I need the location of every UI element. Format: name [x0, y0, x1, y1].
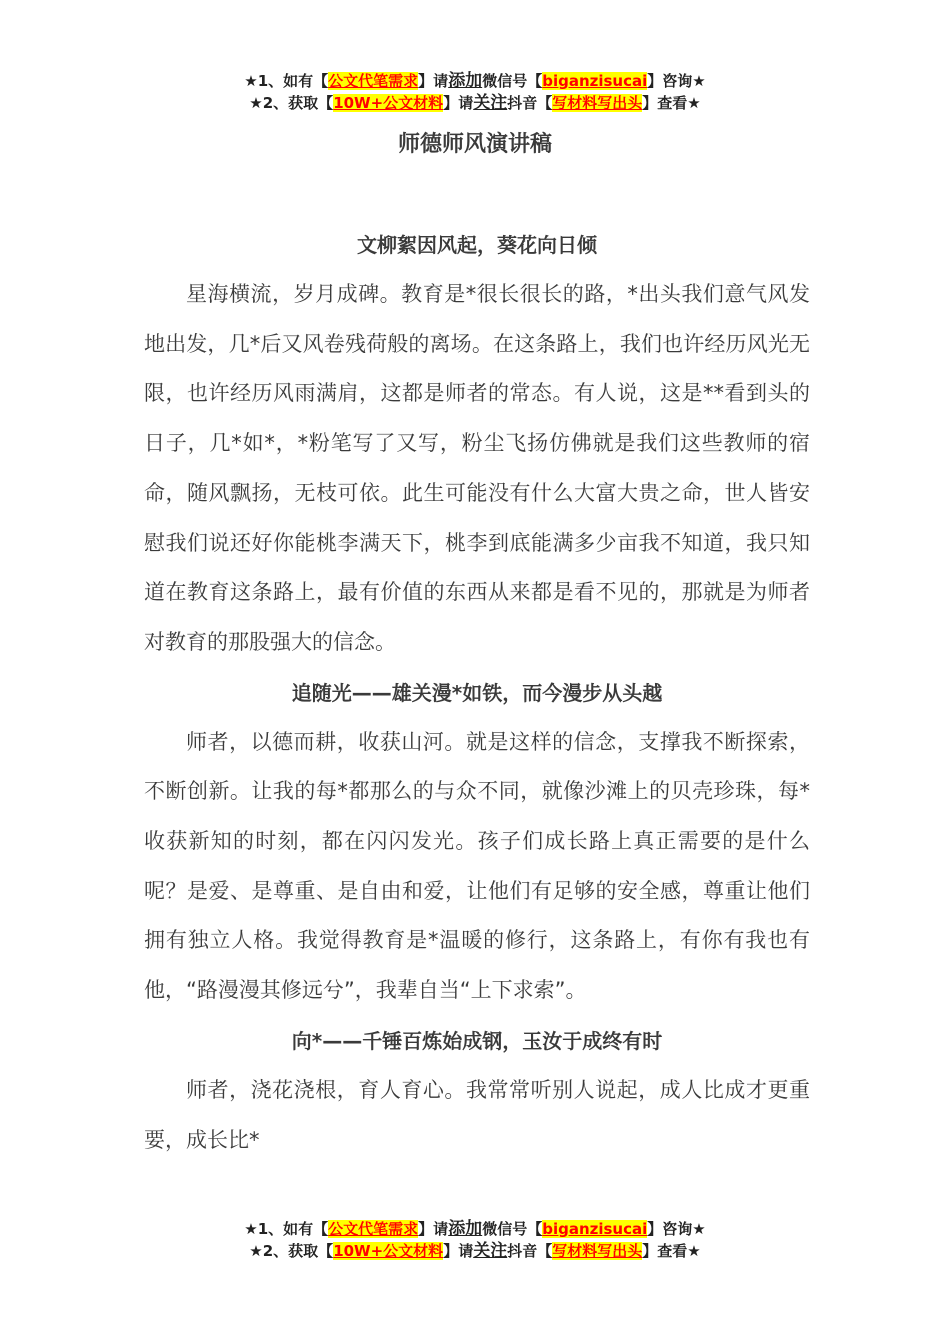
promo-wechat-id: biganzisucai [542, 1220, 648, 1238]
promo-line-2 [0, 1240, 950, 1262]
promo-text: 微信号【 [482, 72, 543, 90]
promo-footer [0, 1218, 950, 1262]
promo-text: 】咨询★ [647, 1220, 706, 1238]
promo-text: 抖音【 [507, 94, 553, 112]
section-heading: 向*——千锤百炼始成钢，玉汝于成终有时 [291, 1028, 663, 1053]
promo-wechat-id: biganzisucai [542, 72, 648, 90]
promo-emphasis: 关注 [473, 1241, 508, 1261]
section-heading: 追随光——雄关漫*如铁，而今漫步从头越 [291, 680, 663, 705]
promo-text: 】请 [443, 94, 474, 112]
promo-text: ★2、获取【 [249, 1242, 334, 1260]
promo-text: 微信号【 [482, 1220, 543, 1238]
section-paragraph: 师者，浇花浇根，育人育心。我常常听别人说起，成人比成才更重要，成长比* [144, 1077, 810, 1152]
promo-highlight: 10W+公文材料 [333, 94, 444, 112]
section-paragraph: 师者，以德而耕，收获山河。就是这样的信念，支撑我不断探索，不断创新。让我的每*都那么的与众不同，就像沙滩上的贝壳珍珠，每*收获新知的时刻，都在闪闪发光。孩子们成长路上真正需要的是什么呢？是爱、是尊重、是自由和爱，让他们有足够的安全感，尊重让他们拥有独立人格。我觉得教育是*温暖的修行，这条路上，有你有我也有他，“路漫漫其修远兮”，我辈自当“上下求索”。 [144, 729, 810, 1003]
promo-text: ★2、获取【 [249, 94, 334, 112]
promo-highlight: 公文代笔需求 [328, 1220, 419, 1238]
promo-text: 】请 [418, 72, 449, 90]
promo-line-1 [0, 1218, 950, 1240]
promo-highlight: 10W+公文材料 [333, 1242, 444, 1260]
promo-douyin-id: 写材料写出头 [552, 1242, 643, 1260]
section-heading: 文柳絮因风起，葵花向日倾 [357, 233, 597, 257]
promo-line-2 [0, 92, 950, 114]
promo-highlight: 公文代笔需求 [328, 72, 419, 90]
promo-text: 】请 [418, 1220, 449, 1238]
promo-emphasis: 添加 [448, 71, 483, 91]
document-title: 师德师风演讲稿 [397, 132, 552, 157]
promo-text: 】咨询★ [647, 72, 706, 90]
promo-text: ★1、如有【 [244, 1220, 329, 1238]
promo-text: 】查看★ [642, 1242, 701, 1260]
promo-text: 抖音【 [507, 1242, 553, 1260]
promo-line-1 [0, 70, 950, 92]
promo-douyin-id: 写材料写出头 [552, 94, 643, 112]
promo-text: 】查看★ [642, 94, 701, 112]
document-body [144, 220, 810, 1165]
promo-emphasis: 关注 [473, 93, 508, 113]
section-paragraph: 星海横流，岁月成碑。教育是*很长很长的路，*出头我们意气风发地出发，几*后又风卷残荷般的离场。在这条路上，我们也许经历风光无限，也许经历风雨满肩，这都是师者的常态。有人说，这是**看到头的日子，几*如*，*粉笔写了又写，粉尘飞扬仿佛就是我们这些教师的宿命，随风飘扬，无枝可依。此生可能没有什么大富大贵之命，世人皆安慰我们说还好你能桃李满天下，桃李到底能满多少亩我不知道，我只知道在教育这条路上，最有价值的东西从来都是看不见的，那就是为师者对教育的那股强大的信念。 [144, 282, 810, 654]
promo-emphasis: 添加 [448, 1219, 483, 1239]
promo-header [0, 70, 950, 114]
promo-text: 】请 [443, 1242, 474, 1260]
promo-text: ★1、如有【 [244, 72, 329, 90]
